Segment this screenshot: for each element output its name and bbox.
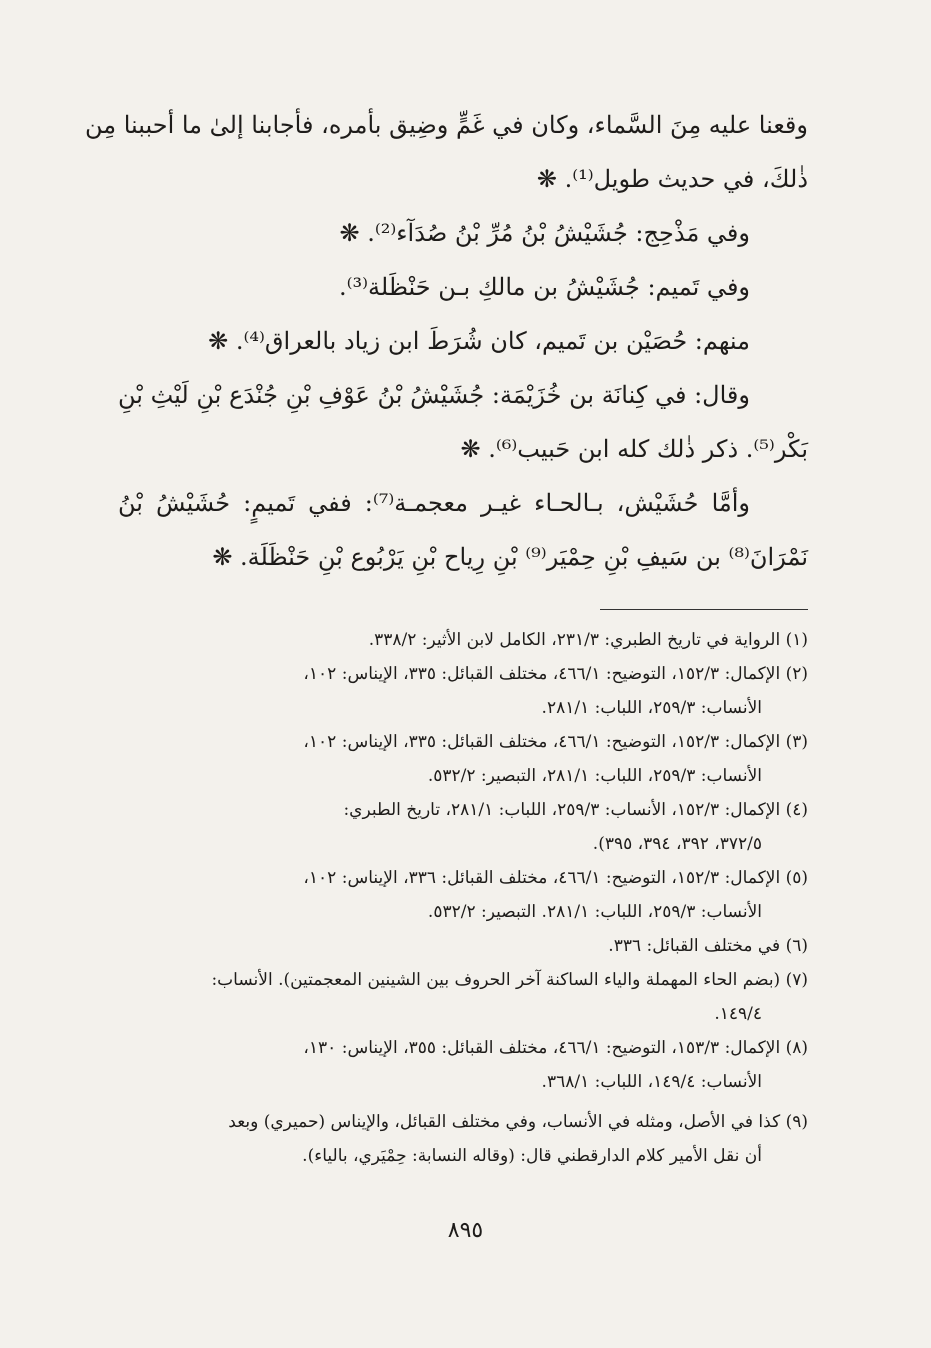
footnote-9 [118, 1105, 808, 1173]
page-number: ٨٩٥ [447, 1218, 484, 1243]
body-line: منهم: حُصَيْن بن تَميم، كان شُرَطَ ابن زياد بالعراق⁽⁴⁾. ❋ [208, 327, 750, 355]
footnote-line: الأنساب: ٢٥٩/٣، اللباب: ٢٨١/١. [541, 698, 762, 718]
footnote-line: الأنساب: ٢٥٩/٣، اللباب: ٢٨١/١. التبصير: ٥٣٢/٢. [427, 902, 762, 922]
footnote-line: (٢) الإكمال: ١٥٢/٣، التوضيح: ٤٦٦/١، مختلف القبائل: ٣٣٥، الإيناس: ١٠٢، [303, 664, 808, 684]
footnote-5 [118, 861, 808, 929]
footnote-4 [118, 793, 808, 861]
footnote-line: (١) الرواية في تاريخ الطبري: ٢٣١/٣، الكامل لابن الأثير: ٣٣٨/٢. [368, 630, 808, 650]
footnote-line: (٥) الإكمال: ١٥٢/٣، التوضيح: ٤٦٦/١، مختلف القبائل: ٣٣٦، الإيناس: ١٠٢، [303, 868, 808, 888]
body-line: وفي مَذْحِج: جُشَيْشُ بْنُ مُرِّ بْنُ صُدَآء⁽²⁾. ❋ [339, 219, 750, 247]
footnote-1 [118, 623, 808, 657]
footnote-line: (٣) الإكمال: ١٥٢/٣، التوضيح: ٤٦٦/١، مختلف القبائل: ٣٣٥، الإيناس: ١٠٢، [303, 732, 808, 752]
footnote-line: ١٤٩/٤. [714, 1004, 762, 1024]
footnote-7 [118, 963, 808, 1031]
footnote-line: (٤) الإكمال: ١٥٢/٣، الأنساب: ٢٥٩/٣، اللباب: ٢٨١/١، تاريخ الطبري: [343, 800, 808, 820]
footnote-8 [118, 1031, 808, 1099]
footnote-line: (٨) الإكمال: ١٥٣/٣، التوضيح: ٤٦٦/١، مختلف القبائل: ٣٥٥، الإيناس: ١٣٠، [303, 1038, 808, 1058]
body-line: وأمَّا حُشَيْش، بـالحـاء غيـر معجمـة⁽⁷⁾: ففي تَميمٍ: حُشَيْشُ بْنُ [118, 489, 750, 517]
body-line: وقعنا عليه مِنَ السَّماء، وكان في غَمٍّ وضِيق بأمره، فأجابنا إلىٰ ما أحببنا مِن [84, 111, 808, 139]
main-text [84, 98, 808, 584]
footnote-3 [118, 725, 808, 793]
footnote-line: الأنساب: ١٤٩/٤، اللباب: ٣٦٨/١. [541, 1072, 762, 1092]
footnote-line: ٣٧٢/٥، ٣٩٢، ٣٩٤، ٣٩٥). [592, 834, 762, 854]
footnote-2 [118, 657, 808, 725]
footnote-line: (٧) (بضم الحاء المهملة والياء الساكنة آخر الحروف بين الشينين المعجمتين). الأنساب: [211, 970, 808, 990]
footnote-line: الأنساب: ٢٥٩/٣، اللباب: ٢٨١/١، التبصير: ٥٣٢/٢. [427, 766, 762, 786]
body-line: ذٰلكَ، في حديث طويل⁽¹⁾. ❋ [536, 165, 808, 193]
footnote-line: (٩) كذا في الأصل، ومثله في الأنساب، وفي مختلف القبائل، والإيناس (حميري) وبعد [228, 1112, 808, 1132]
body-line: وفي تَميم: جُشَيْشُ بن مالكِ بـن حَنْظَلة⁽³⁾. [338, 273, 750, 301]
body-line: بَكْر⁽⁵⁾. ذكر ذٰلك كله ابن حَبيب⁽⁶⁾. ❋ [460, 435, 808, 463]
footnote-6 [118, 929, 808, 963]
body-line: نَمْرَانَ⁽⁸⁾ بن سَيفِ بْنِ حِمْيَر⁽⁹⁾ بْنِ رِياح بْنِ يَرْبُوع بْنِ حَنْظَلَة. ❋ [212, 543, 808, 571]
footnotes [118, 623, 808, 1173]
footnote-separator [600, 609, 808, 610]
body-line: وقال: في كِنانَة بن خُزَيْمَة: جُشَيْشُ بْنُ عَوْفِ بْنِ جُنْدَع بْنِ لَيْثِ بْنِ [118, 381, 750, 409]
footnote-line: أن نقل الأمير كلام الدارقطني قال: (وقاله النسابة: حِمْيَري، بالياء). [302, 1146, 762, 1166]
footnote-line: (٦) في مختلف القبائل: ٣٣٦. [608, 936, 808, 956]
